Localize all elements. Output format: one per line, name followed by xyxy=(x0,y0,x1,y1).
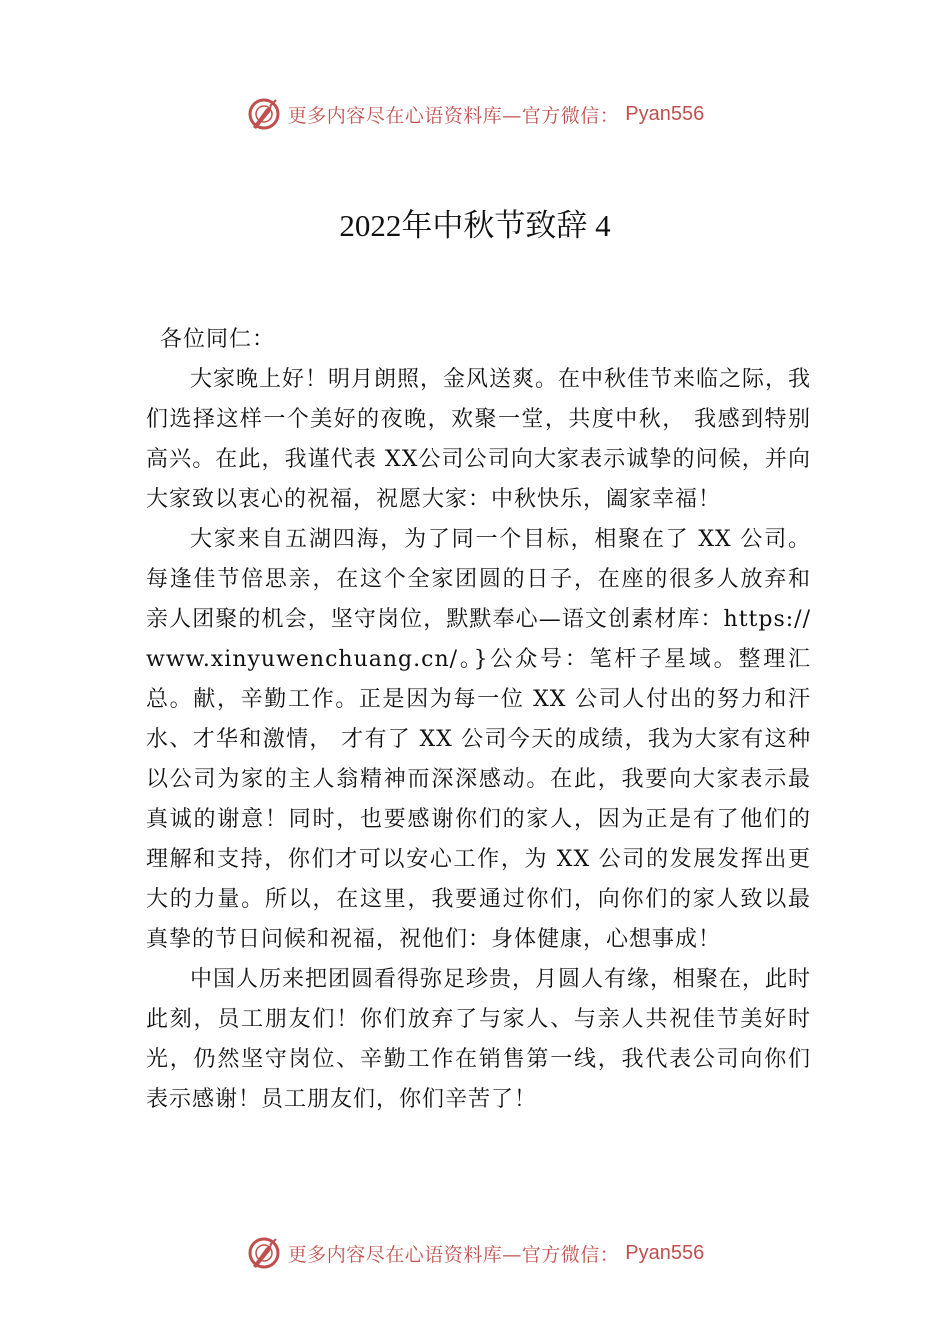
banner-wechat-handle: Pyan556 xyxy=(625,1241,705,1264)
document-body xyxy=(146,320,811,1120)
body-paragraph: 大家晚上好！明月朗照，金风送爽。在中秋佳节来临之际，我们选择这样一个美好的夜晚，欢聚一堂，共度中秋， 我感到特别高兴。在此，我谨代表 XX公司公司向大家表示诚挚的问候，并向大家致以衷心的祝福，祝愿大家：中秋快乐，阖家幸福！ xyxy=(146,367,812,512)
salutation: 各位同仁： xyxy=(160,327,276,352)
pen-nib-logo-icon xyxy=(246,1235,282,1271)
document-title: 2022年中秋节致辞 4 xyxy=(339,208,611,243)
banner-text: 更多内容尽在心语资料库—官方微信： xyxy=(287,1243,620,1266)
banner-text: 更多内容尽在心语资料库—官方微信： xyxy=(287,104,620,127)
body-paragraph: 大家来自五湖四海，为了同一个目标，相聚在了 XX 公司。每逢佳节倍思亲，在这个全家团圆的日子，在座的很多人放弃和亲人团聚的机会，坚守岗位，默默奉心—语文创素材库：https://www.xinyuwenchuang.cn/。}公众号：笔杆子星域。整理汇总。献，辛勤工作。正是因为每一位 XX 公司人付出的努力和汗水、才华和激情， 才有了 XX 公司今天的成绩，我为大家有这种以公司为家的主人翁精神而深深感动。在此，我要向大家表示最真诚的谢意！同时，也要感谢你们的家人，因为正是有了他们的理解和支持，你们才可以安心工作，为 XX 公司的发展发挥出更大的力量。所以，在这里，我要通过你们，向你们的家人致以最真挚的节日问候和祝福，祝他们：身体健康，心想事成！ xyxy=(146,527,811,952)
pen-nib-logo-icon xyxy=(246,96,282,132)
footer-banner xyxy=(0,1233,950,1273)
body-paragraph: 中国人历来把团圆看得弥足珍贵，月圆人有缘，相聚在，此时此刻，员工朋友们！你们放弃了与家人、与亲人共祝佳节美好时光，仍然坚守岗位、辛勤工作在销售第一线，我代表公司向你们表示感谢！员工朋友们，你们辛苦了！ xyxy=(146,967,812,1112)
header-banner xyxy=(0,94,950,134)
banner-wechat-handle: Pyan556 xyxy=(625,102,705,125)
